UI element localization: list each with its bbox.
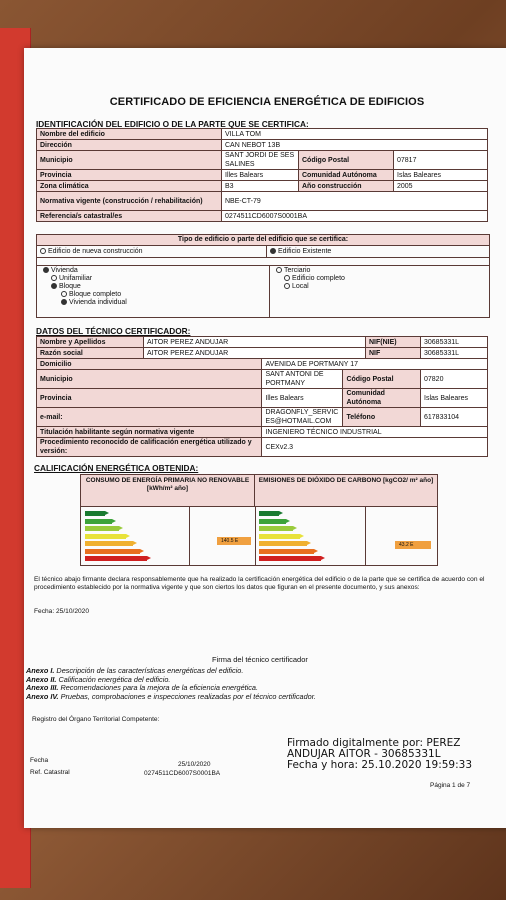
value-tech-provincia: Illes Balears xyxy=(262,389,343,408)
radio-icon xyxy=(284,283,290,289)
bloque-completo-label: Bloque completo xyxy=(69,291,122,298)
value-email: DRAGONFLY_SERVICES@HOTMAIL.COM xyxy=(262,408,343,427)
annex-label: Anexo II. xyxy=(26,674,57,684)
footer-fecha-label: Fecha xyxy=(30,757,49,764)
terciario-options xyxy=(270,266,345,318)
label-tech-cp: Código Postal xyxy=(343,370,421,389)
footer-ref-label: Ref. Catastral xyxy=(30,769,70,776)
vivienda-label: Vivienda xyxy=(51,267,78,274)
certificate-page xyxy=(24,48,506,828)
label-provincia: Provincia xyxy=(37,170,222,181)
label-domicilio: Domicilio xyxy=(37,359,262,370)
type-header: Tipo de edificio o parte del edificio que se certifica: xyxy=(37,235,489,246)
scale-bar xyxy=(85,549,140,554)
annex-text: Recomendaciones para la mejora de la eficiencia energética. xyxy=(60,683,259,692)
scale-bar xyxy=(259,541,307,546)
label-tech-provincia: Provincia xyxy=(37,389,262,408)
radio-icon xyxy=(61,291,67,297)
label-tel: Teléfono xyxy=(343,408,421,427)
value-ref: 0274511CD6007S0001BA xyxy=(222,211,488,222)
value-normativa: NBE-CT-79 xyxy=(222,192,488,211)
emisiones-indicator-column xyxy=(365,507,437,565)
scale-bar xyxy=(85,534,126,539)
value-razon: AITOR PEREZ ANDUJAR xyxy=(144,348,366,359)
scale-bar xyxy=(85,526,119,531)
value-municipio: SANT JORDI DE SES SALINES xyxy=(222,151,299,170)
footer-ref: 0274511CD6007S0001BA xyxy=(144,770,221,777)
value-direccion: CAN NEBOT 13B xyxy=(222,140,488,151)
option-nuevo xyxy=(37,246,267,257)
label-nif: NIF(NIE) xyxy=(366,337,421,348)
section-building: IDENTIFICACIÓN DEL EDIFICIO O DE LA PARTE QUE SE CERTIFICA: xyxy=(36,119,309,129)
annex-label: Anexo III. xyxy=(26,683,59,692)
scale-bar xyxy=(85,556,147,561)
technician-table xyxy=(36,336,488,457)
scale-bar xyxy=(85,541,133,546)
radio-icon xyxy=(40,248,46,254)
annex-label: Anexo IV. xyxy=(26,691,59,701)
value-tel: 617833104 xyxy=(421,408,488,427)
value-tech-cp: 07820 xyxy=(421,370,488,389)
label-razon: Razón social xyxy=(37,348,144,359)
section-rating: CALIFICACIÓN ENERGÉTICA OBTENIDA: xyxy=(34,463,199,473)
fecha-line: Fecha: 25/10/2020 xyxy=(34,608,89,615)
radio-selected-icon xyxy=(43,267,49,273)
energy-rating-box xyxy=(80,474,438,566)
label-cp: Código Postal xyxy=(299,151,394,170)
annex-item xyxy=(26,693,316,701)
emisiones-scale xyxy=(255,507,366,565)
label-nif2: NIF xyxy=(366,348,421,359)
label-tech-nombre: Nombre y Apellidos xyxy=(37,337,144,348)
label-procedimiento: Procedimiento reconocido de calificación energética utilizado y versión: xyxy=(37,438,262,457)
value-tech-municipio: SANT ANTONI DE PORTMANY xyxy=(262,370,343,389)
scale-bar xyxy=(85,519,112,524)
scale-bar xyxy=(259,534,300,539)
label-nombre: Nombre del edificio xyxy=(37,129,222,140)
radio-selected-icon xyxy=(270,248,276,254)
scale-bar xyxy=(259,556,321,561)
radio-icon xyxy=(284,275,290,281)
local-label: Local xyxy=(292,283,309,290)
scale-bar xyxy=(259,511,279,516)
registro-text: Registro del Órgano Territorial Competente: xyxy=(32,716,160,723)
value-nif2: 30685331L xyxy=(421,348,488,359)
terciario-label: Terciario xyxy=(284,267,311,274)
annex-text: Descripción de las características energéticas del edificio. xyxy=(56,666,244,675)
value-ca: Islas Baleares xyxy=(394,170,488,181)
value-cp: 07817 xyxy=(394,151,488,170)
signature-line-3: Fecha y hora: 25.10.2020 19:59:33 xyxy=(287,759,472,771)
digital-signature xyxy=(287,738,472,771)
vivienda-options xyxy=(37,266,270,318)
label-zona: Zona climática xyxy=(37,181,222,192)
radio-selected-icon xyxy=(61,299,67,305)
label-ca: Comunidad Autónoma xyxy=(299,170,394,181)
value-zona: B3 xyxy=(222,181,299,192)
annex-text: Pruebas, comprobaciones e inspecciones realizadas por el técnico certificador. xyxy=(60,691,316,701)
signature-line-1: Firmado digitalmente por: PEREZ xyxy=(287,737,461,749)
label-municipio: Municipio xyxy=(37,151,222,170)
footer-fecha: 25/10/2020 xyxy=(178,761,211,768)
document-title: CERTIFICADO DE EFICIENCIA ENERGÉTICA DE EDIFICIOS xyxy=(109,96,425,108)
edificio-completo-label: Edificio completo xyxy=(292,275,345,282)
option-existente xyxy=(267,246,331,257)
value-domicilio: AVENIDA DE PORTMANY 17 xyxy=(262,359,488,370)
label-normativa: Normativa vigente (construcción / rehabilitación) xyxy=(37,192,222,211)
emisiones-header: EMISIONES DE DIÓXIDO DE CARBONO [kgCO2/ m² año] xyxy=(255,475,437,507)
vivienda-individual-label: Vivienda individual xyxy=(69,299,127,306)
label-tech-municipio: Municipio xyxy=(37,370,262,389)
value-nombre: VILLA TOM xyxy=(222,129,488,140)
value-procedimiento: CEXv2.3 xyxy=(262,438,488,457)
value-provincia: Illes Balears xyxy=(222,170,299,181)
scale-bar xyxy=(85,511,105,516)
label-direccion: Dirección xyxy=(37,140,222,151)
scale-bar xyxy=(259,519,286,524)
value-tech-ca: Islas Baleares xyxy=(421,389,488,408)
signature-line-2: ANDUJAR AITOR - 30685331L xyxy=(287,748,441,760)
annex-text: Calificación energética del edificio. xyxy=(58,674,171,684)
consumo-rating-arrow: 140.5 E xyxy=(217,537,251,545)
value-tech-nombre: AITOR PEREZ ANDUJAR xyxy=(144,337,366,348)
bloque-label: Bloque xyxy=(59,283,81,290)
value-nif: 30685331L xyxy=(421,337,488,348)
radio-icon xyxy=(51,275,57,281)
unifamiliar-label: Unifamiliar xyxy=(59,275,93,282)
label-titulacion: Titulación habilitante según normativa vigente xyxy=(37,427,262,438)
value-anio: 2005 xyxy=(394,181,488,192)
declaration-text: El técnico abajo firmante declara responsablemente que ha realizado la certificación energética del edificio o de la parte que se certifica de acuerdo con el procedimiento establecido por la normativa vigente y que son ciertos los datos que figuran en el presente documento, y sus anexos: xyxy=(34,576,485,591)
label-tech-ca: Comunidad Autónoma xyxy=(343,389,421,408)
option-nuevo-label: Edificio de nueva construcción xyxy=(48,248,143,255)
label-anio: Año construcción xyxy=(299,181,394,192)
emisiones-rating-arrow: 43.2 E xyxy=(395,541,431,549)
radio-icon xyxy=(276,267,282,273)
consumo-indicator-column xyxy=(189,507,256,565)
label-email: e-mail: xyxy=(37,408,262,427)
footer-page: Página 1 de 7 xyxy=(430,782,471,789)
consumo-header: CONSUMO DE ENERGÍA PRIMARIA NO RENOVABLE [kWh/m² año] xyxy=(81,475,255,507)
label-ref: Referencia/s catastral/es xyxy=(37,211,222,222)
consumo-scale xyxy=(81,507,190,565)
radio-selected-icon xyxy=(51,283,57,289)
option-existente-label: Edificio Existente xyxy=(278,248,332,255)
section-technician: DATOS DEL TÉCNICO CERTIFICADOR: xyxy=(36,326,191,336)
annex-label: Anexo I. xyxy=(26,666,55,675)
scale-bar xyxy=(259,549,314,554)
firma-title: Firma del técnico certificador xyxy=(212,655,308,664)
building-table xyxy=(36,128,488,222)
value-titulacion: INGENIERO TÉCNICO INDUSTRIAL xyxy=(262,427,488,438)
scale-bar xyxy=(259,526,293,531)
building-type-box xyxy=(36,234,490,318)
